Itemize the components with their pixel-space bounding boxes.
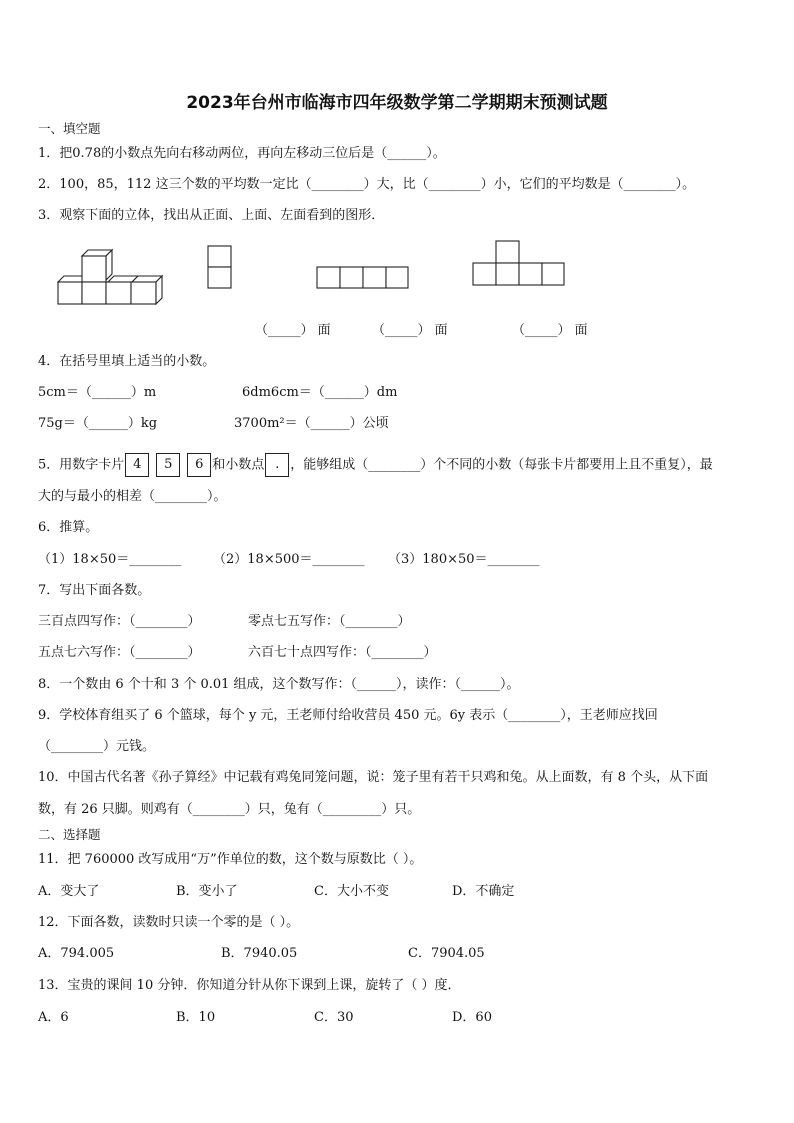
q4-item-2: 6dm6cm＝（______）dm bbox=[242, 385, 398, 400]
question-10: 10．中国古代名著《孙子算经》中记载有鸡兔同笼问题，说：笼子里有若干只鸡和兔。从上面数，有 8 个头，从下面 bbox=[38, 770, 709, 785]
q12-option-c[interactable]: C．7904.05 bbox=[408, 946, 485, 961]
q7-item-2: 零点七五写作：（________） bbox=[248, 614, 411, 629]
question-13: 13．宝贵的课间 10 分钟．你知道分针从你下课到上课，旋转了（ ）度． bbox=[38, 978, 461, 993]
question-6: 6．推算。 bbox=[38, 520, 99, 535]
question-12: 12．下面各数，读数时只读一个零的是（ ）。 bbox=[38, 915, 300, 930]
q5-suffix: ，能够组成（________）个不同的小数（每张卡片都要用上且不重复），最 bbox=[290, 457, 713, 473]
q3-blank-1[interactable]: （_____） 面 bbox=[255, 323, 331, 338]
q13-option-d[interactable]: D．60 bbox=[452, 1010, 492, 1025]
question-8: 8．一个数由 6 个十和 3 个 0.01 组成，这个数写作：（______），读作：（______）。 bbox=[38, 677, 520, 692]
question-9: 9．学校体育组买了 6 个篮球，每个 y 元，王老师付给收营员 450 元。6y 表示（________），王老师应找回 bbox=[38, 708, 658, 723]
question-7: 7．写出下面各数。 bbox=[38, 583, 151, 598]
cube-solid-figure bbox=[57, 243, 169, 305]
question-1: 1．把0.78的小数点先向右移动两位，再向左移动三位后是（______）。 bbox=[38, 146, 446, 161]
view-figure-four-in-row bbox=[316, 266, 410, 290]
q11-option-c[interactable]: C．大小不变 bbox=[314, 884, 389, 899]
q6-item-3: （3）180×50＝________ bbox=[388, 552, 540, 567]
view-figure-front bbox=[472, 240, 566, 288]
q11-option-d[interactable]: D．不确定 bbox=[452, 884, 515, 899]
q11-option-a[interactable]: A．变大了 bbox=[38, 884, 100, 899]
q5-middle: 和小数点 bbox=[212, 457, 265, 473]
q7-item-4: 六百七十点四写作：（________） bbox=[248, 645, 437, 660]
digit-card-5: 5 bbox=[156, 453, 180, 477]
question-4: 4．在括号里填上适当的小数。 bbox=[38, 354, 216, 369]
page-title: 2023年台州市临海市四年级数学第二学期期末预测试题 bbox=[186, 93, 608, 113]
q3-blank-3[interactable]: （_____） 面 bbox=[512, 323, 588, 338]
digit-card-4: 4 bbox=[125, 453, 149, 477]
question-9-line-2: （________）元钱。 bbox=[38, 739, 156, 754]
q4-item-3: 75g＝（______）kg bbox=[38, 416, 158, 431]
q4-item-1: 5cm＝（______）m bbox=[38, 385, 157, 400]
q4-item-4: 3700m²＝（______）公顷 bbox=[234, 416, 389, 431]
q6-item-2: （2）18×500＝________ bbox=[213, 552, 365, 567]
q6-item-1: （1）18×50＝________ bbox=[38, 552, 182, 567]
q7-item-1: 三百点四写作：（________） bbox=[38, 614, 201, 629]
view-figure-two-stacked-squares bbox=[207, 245, 233, 291]
question-5-line-2: 大的与最小的相差（________）。 bbox=[38, 489, 227, 504]
question-5 bbox=[38, 453, 713, 477]
digit-card-6: 6 bbox=[187, 453, 211, 477]
question-3: 3．观察下面的立体，找出从正面、上面、左面看到的图形． bbox=[38, 208, 385, 223]
q7-item-3: 五点七六写作：（________） bbox=[38, 645, 201, 660]
q12-option-b[interactable]: B．7940.05 bbox=[221, 946, 298, 961]
question-11: 11．把 760000 改写成用“万”作单位的数，这个数与原数比（ ）。 bbox=[38, 852, 423, 867]
q11-option-b[interactable]: B．变小了 bbox=[176, 884, 238, 899]
question-10-line-2: 数，有 26 只脚。则鸡有（________）只，兔有（_________）只。 bbox=[38, 802, 421, 817]
q13-option-c[interactable]: C．30 bbox=[314, 1010, 354, 1025]
q13-option-b[interactable]: B．10 bbox=[176, 1010, 216, 1025]
decimal-point-card: . bbox=[265, 453, 289, 477]
section-heading-fill: 一、填空题 bbox=[38, 121, 101, 136]
q12-option-a[interactable]: A．794.005 bbox=[38, 946, 115, 961]
q5-prefix: 5．用数字卡片 bbox=[38, 457, 125, 473]
section-heading-choice: 二、选择题 bbox=[38, 827, 101, 842]
q3-blank-2[interactable]: （_____） 面 bbox=[372, 323, 448, 338]
question-2: 2．100，85，112 这三个数的平均数一定比（________）大，比（________）小，它们的平均数是（________）。 bbox=[38, 177, 696, 192]
q13-option-a[interactable]: A．6 bbox=[38, 1010, 69, 1025]
